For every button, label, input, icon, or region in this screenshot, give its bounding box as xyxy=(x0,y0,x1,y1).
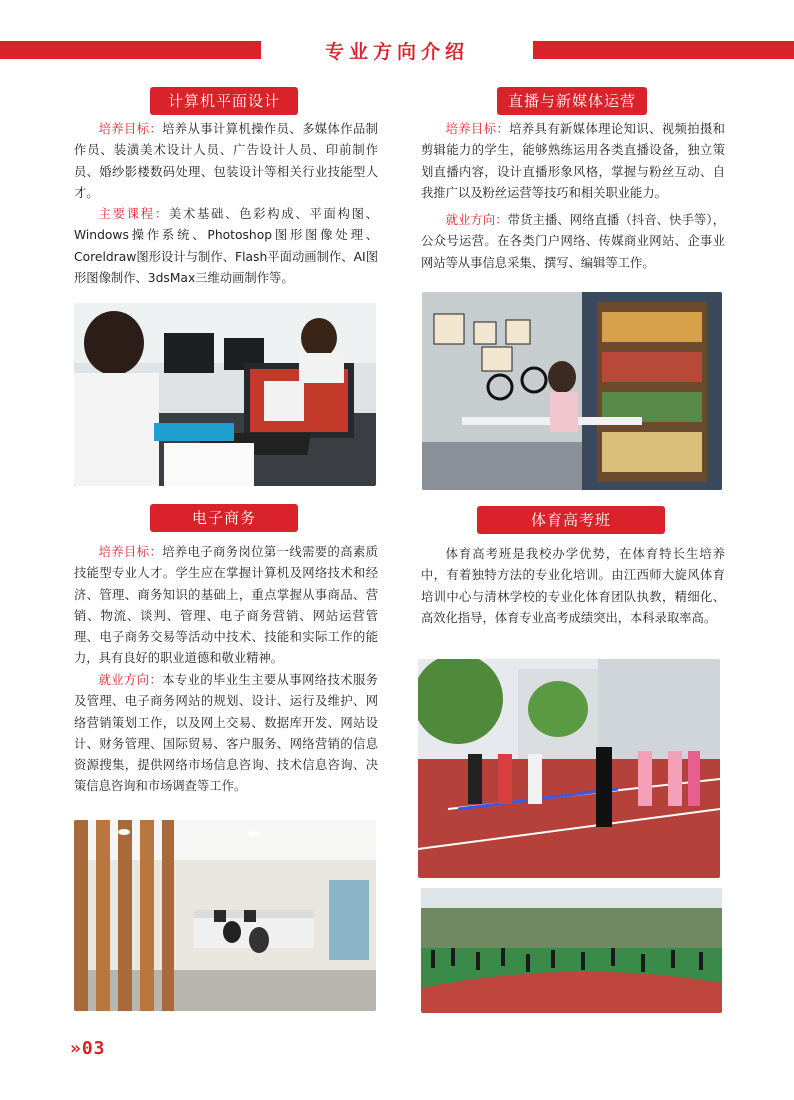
section-paragraph xyxy=(421,544,725,629)
paragraph-label: 就业方向： xyxy=(98,673,163,687)
page-marker: » xyxy=(70,1038,82,1059)
page-number-value: 03 xyxy=(81,1038,106,1059)
computer-lab-photo xyxy=(74,303,376,486)
section-paragraph xyxy=(74,670,378,798)
section-paragraph xyxy=(421,119,725,204)
paragraph-text: 培养电子商务岗位第一线需要的高素质技能型专业人才。学生应在掌握计算机及网络技术和经济、管理、商务知识的基础上，重点掌握从事商品、营销、物流、谈判、管理、电子商务营销、网站运营管理、电子商务交易等活动中技术、技能和实际工作的能力，具有良好的职业道德和敬业精神。 xyxy=(74,545,378,666)
paragraph-text: 带货主播、网络直播（抖音、快手等），公众号运营。在各类门户网络、传媒商业网站、企事业网站等从事信息采集、撰写、编辑等工作。 xyxy=(421,213,725,270)
header-bar-right xyxy=(533,41,794,59)
section-paragraph xyxy=(74,542,378,670)
paragraph-text: 本专业的毕业生主要从事网络技术服务及管理、电子商务网站的规划、设计、运行及维护、网络营销策划工作，以及网上交易、数据库开发、网站设计、财务管理、国际贸易、客户服务、网络营销的信息资源搜集，提供网络市场信息咨询、技术信息咨询、决策信息咨询和市场调查等工作。 xyxy=(74,673,378,794)
header-bar-left xyxy=(0,41,261,59)
section-title-graphic-design: 计算机平面设计 xyxy=(150,87,298,115)
section-title-sports-class: 体育高考班 xyxy=(477,506,665,534)
paragraph-label: 培养目标： xyxy=(98,122,163,136)
live-studio-photo xyxy=(422,292,722,490)
office-photo xyxy=(74,820,376,1011)
paragraph-label: 培养目标： xyxy=(445,122,510,136)
paragraph-label: 主要课程： xyxy=(98,207,169,221)
paragraph-label: 培养目标： xyxy=(98,545,163,559)
paragraph-text: 培养从事计算机操作员、多媒体作品制作员、装潢美术设计人员、广告设计人员、印前制作员、婚纱影楼数码处理、包装设计等相关行业技能型人才。 xyxy=(74,122,378,200)
sports-field-photo xyxy=(421,888,722,1013)
page-title: 专业方向介绍 xyxy=(324,41,469,63)
paragraph-text: 培养具有新媒体理论知识、视频拍摄和剪辑能力的学生，能够熟练运用各类直播设备，独立策划直播内容，设计直播形象风格，掌握与粉丝互动、自我推广以及粉丝运营等技巧和相关职业能力。 xyxy=(421,122,725,200)
section-paragraph xyxy=(421,210,725,274)
section-title-live-streaming: 直播与新媒体运营 xyxy=(497,87,647,115)
section-paragraph xyxy=(74,204,378,289)
page-number xyxy=(70,1038,106,1059)
paragraph-text: 美术基础、色彩构成、平面构图、Windows操作系统、Photoshop图形图像处理、Coreldraw图形设计与制作、Flash平面动画制作、AI图形图像制作、3dsMax三维动画制作等。 xyxy=(74,207,378,285)
section-title-e-commerce: 电子商务 xyxy=(150,504,298,532)
section-paragraph xyxy=(74,119,378,204)
track-training-photo xyxy=(418,659,720,878)
paragraph-text: 体育高考班是我校办学优势，在体育特长生培养中，有着独特方法的专业化培训。由江西师大旋风体育培训中心与清林学校的专业化体育团队执教，精细化、高效化指导，体育专业高考成绩突出，本科录取率高。 xyxy=(421,547,725,625)
paragraph-label: 就业方向： xyxy=(445,213,508,227)
